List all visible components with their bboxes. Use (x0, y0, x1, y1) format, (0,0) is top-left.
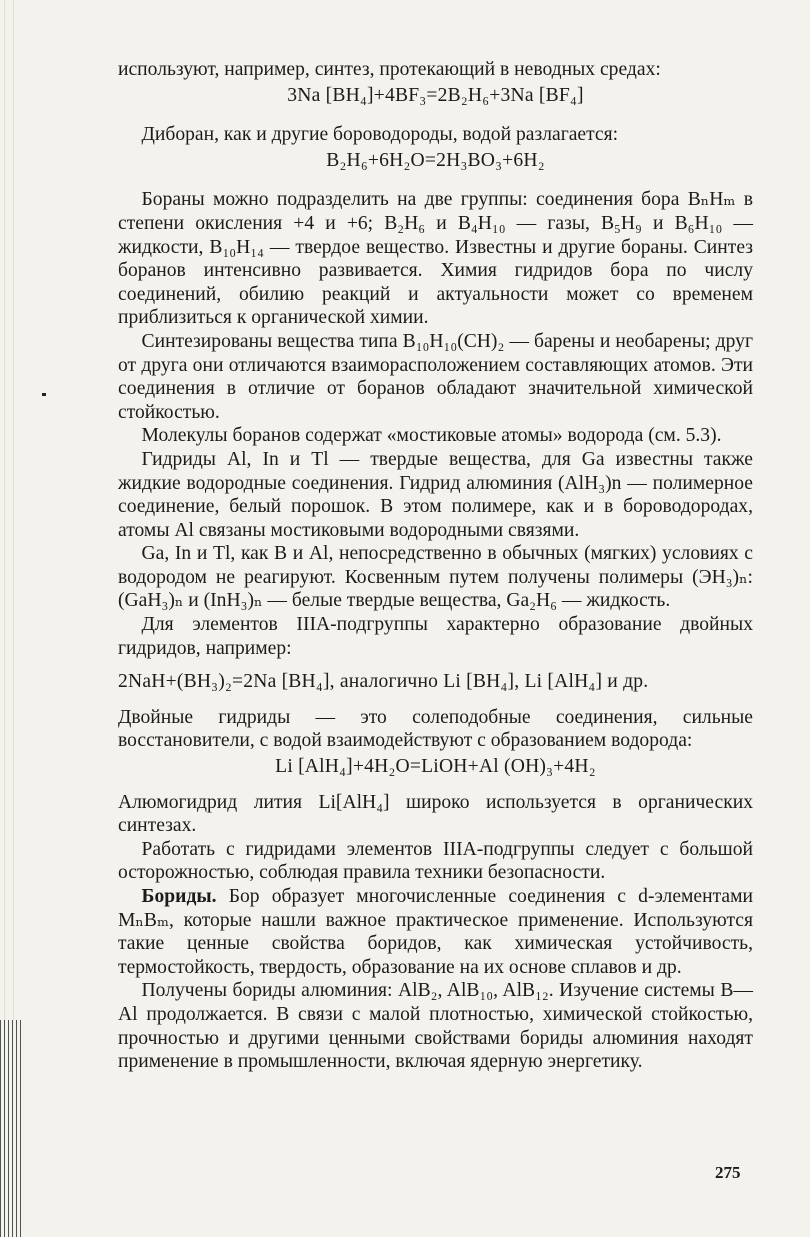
paragraph-barenes: Синтезированы вещества типа B₁₀H₁₀(CH)₂ — барены и необарены; друг от друга они отличаются взаиморасположением составляющих атомов. Эти соединения в отличие от боранов обладают значительной химической стойкостью. (118, 330, 753, 423)
formula-double-hydride: 2NaH+(BH₃)₂=2Na [BH₄], аналогично Li [BH₄], Li [AlH₄] и др. (118, 671, 649, 693)
paragraph-double-hydrides: Двойные гидриды — это солеподобные соединения, сильные восстановители, с водой взаимодействуют с образованием водорода: (118, 706, 753, 752)
paragraph-boranes: Бораны можно подразделить на две группы: соединения бора BₙHₘ в степени окисления +4 и +6; B₂H₆ и B₄H₁₀ — газы, B₅H₉ и B₆H₁₀ — жидкости, B₁₀H₁₄ — твердое вещество. Известны и другие бораны. Синтез боранов интенсивно развивается. Химия гидридов бора по числу соединений, обилию реакций и актуальности может со временем приблизиться к органической химии. (118, 189, 753, 329)
text-column (118, 58, 753, 1074)
formula-hydrolysis: B₂H₆+6H₂O=2H₃BO₃+6H₂ (326, 149, 545, 171)
paragraph-lialh4: Алюмогидрид лития Li[AlH₄] широко используется в органических синтезах. (118, 791, 753, 837)
paragraph-bridges: Молекулы боранов содержат «мостиковые атомы» водорода (см. 5.3). (141, 425, 722, 447)
print-speck (42, 393, 46, 396)
paragraph-hydrides: Гидриды Al, In и Tl — твердые вещества, для Ga известны также жидкие водородные соединения. Гидрид алюминия (AlH₃)n — полимерное соединение, белый порошок. В этом полимере, как и в бороводородах, атомы Al связаны мостиковыми водородными связями. (118, 448, 753, 541)
paragraph-ga-in-tl: Ga, In и Tl, как B и Al, непосредственно в обычных (мягких) условиях с водородом не реагируют. Косвенным путем получены полимеры (ЭH₃)ₙ: (GaH₃)ₙ и (InH₃)ₙ — белые твердые вещества, Ga₂H₆ — жидкость. (118, 543, 753, 612)
formula-lialh4-hydrolysis: Li [AlH₄]+4H₂O=LiOH+Al (OH)₃+4H₂ (275, 756, 596, 778)
intro-line: используют, например, синтез, протекающий в неводных средах: (118, 59, 661, 80)
page-binding-shadow (0, 1020, 22, 1237)
paragraph-aluminium-borides: Получены бориды алюминия: AlB₂, AlB₁₀, AlB₁₂. Изучение системы B—Al продолжается. В связи с малой плотностью, химической стойкостью, прочностью и другими ценными свойствами бориды алюминия находят применение в промышленности, включая ядерную энергетику. (118, 980, 753, 1073)
borides-text: Бор образует многочисленные соединения с d-элементами MₙBₘ, которые нашли важное практическое применение. Используются такие ценные свойства боридов, как химическая устойчивость, термостойкость, твердость, образование на их основе сплавов и др. (118, 886, 753, 978)
page-number: 275 (715, 1163, 741, 1182)
term-borides: Бориды. (141, 886, 217, 907)
paragraph-borides (118, 885, 753, 979)
paragraph-double-hydrides-lead: Для элементов IIIA-подгруппы характерно образование двойных гидридов, например: (118, 614, 753, 659)
formula-synthesis: 3Na [BH₄]+4BF₃=2B₂H₆+3Na [BF₄] (287, 84, 584, 106)
paragraph-caution: Работать с гидридами элементов IIIA-подгруппы следует с большой осторожностью, соблюдая правила техники безопасности. (118, 838, 753, 884)
diborane-line: Диборан, как и другие бороводороды, водой разлагается: (141, 124, 619, 146)
